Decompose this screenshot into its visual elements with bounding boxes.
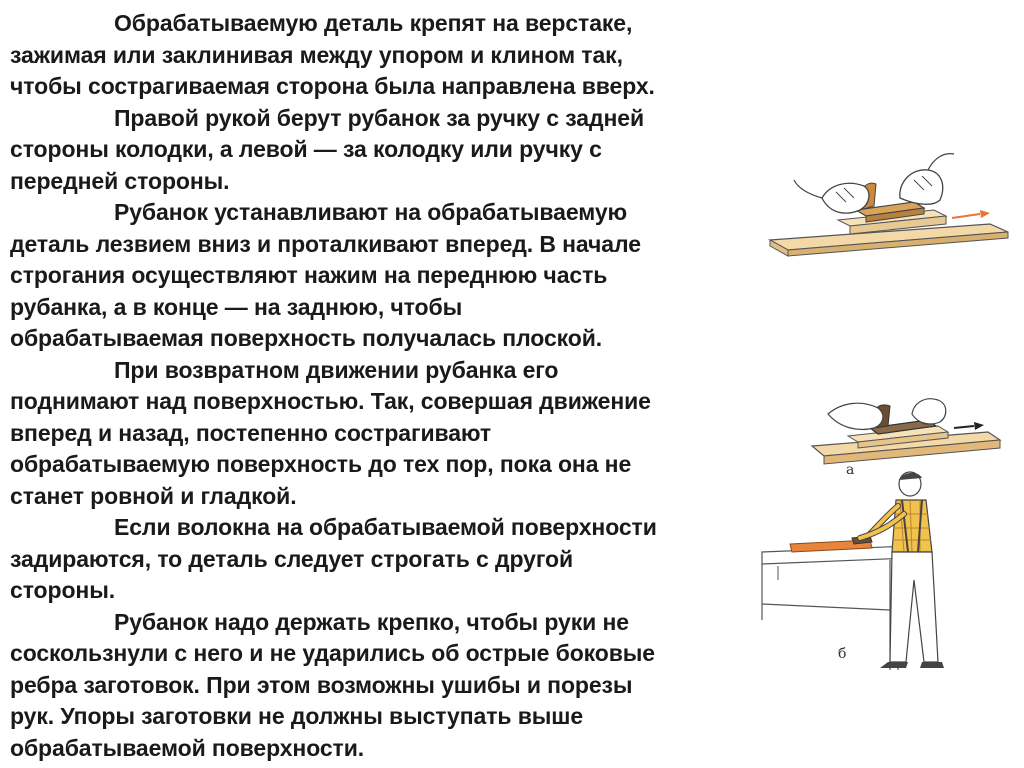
text-line: соскользнули с него и не ударились об острые боковые — [10, 640, 655, 666]
text-line: станет ровной и гладкой. — [10, 482, 297, 509]
text-line: строгания осуществляют нажим на переднюю часть — [10, 262, 608, 288]
text-line: Рубанок устанавливают на обрабатываемую — [114, 199, 628, 225]
document-text — [10, 8, 760, 764]
text-line: ребра заготовок. При этом возможны ушибы и порезы — [10, 671, 633, 698]
text-line: деталь лезвием вниз и проталкивают вперед. В начале — [10, 230, 641, 257]
text-line: поднимают над поверхностью. Так, совершая движение — [10, 388, 651, 414]
text-line: Обрабатываемую деталь крепят на верстаке, — [114, 10, 633, 36]
text-line: Если волокна на обрабатываемой поверхности — [114, 514, 657, 540]
text-line: Рубанок надо держать крепко, чтобы руки не — [114, 608, 629, 635]
illustration-hands-plane — [764, 140, 1022, 260]
text-line: чтобы сострагиваемая сторона была направлена вверх. — [10, 73, 655, 99]
illustration-planing-a — [808, 380, 1004, 480]
text-line: Правой рукой берут рубанок за ручку с задней — [114, 104, 644, 131]
text-line: рубанка, а в конце — на заднюю, чтобы — [10, 293, 463, 320]
text-line: задираются, то деталь следует строгать с другой — [10, 545, 574, 572]
text-line: обрабатываемую поверхность до тех пор, пока она не — [10, 451, 632, 477]
text-line: стороны колодки, а левой — за колодку или ручку с — [10, 136, 602, 162]
text-line: обрабатываемой поверхности. — [10, 734, 365, 761]
text-line: вперед и назад, постепенно сострагивают — [10, 419, 492, 446]
figure-label-a: а — [846, 462, 855, 478]
illustration-worker-at-bench — [760, 470, 970, 695]
text-line: рук. Упоры заготовки не должны выступать выше — [10, 703, 584, 729]
text-line: передней стороны. — [10, 167, 230, 194]
text-line: зажимая или заклинивая между упором и клином так, — [10, 41, 623, 68]
text-line: При возвратном движении рубанка его — [114, 356, 559, 383]
text-line: обрабатываемая поверхность получалась плоской. — [10, 325, 603, 351]
text-line: стороны. — [10, 577, 116, 603]
figure-label-b: б — [838, 646, 847, 662]
